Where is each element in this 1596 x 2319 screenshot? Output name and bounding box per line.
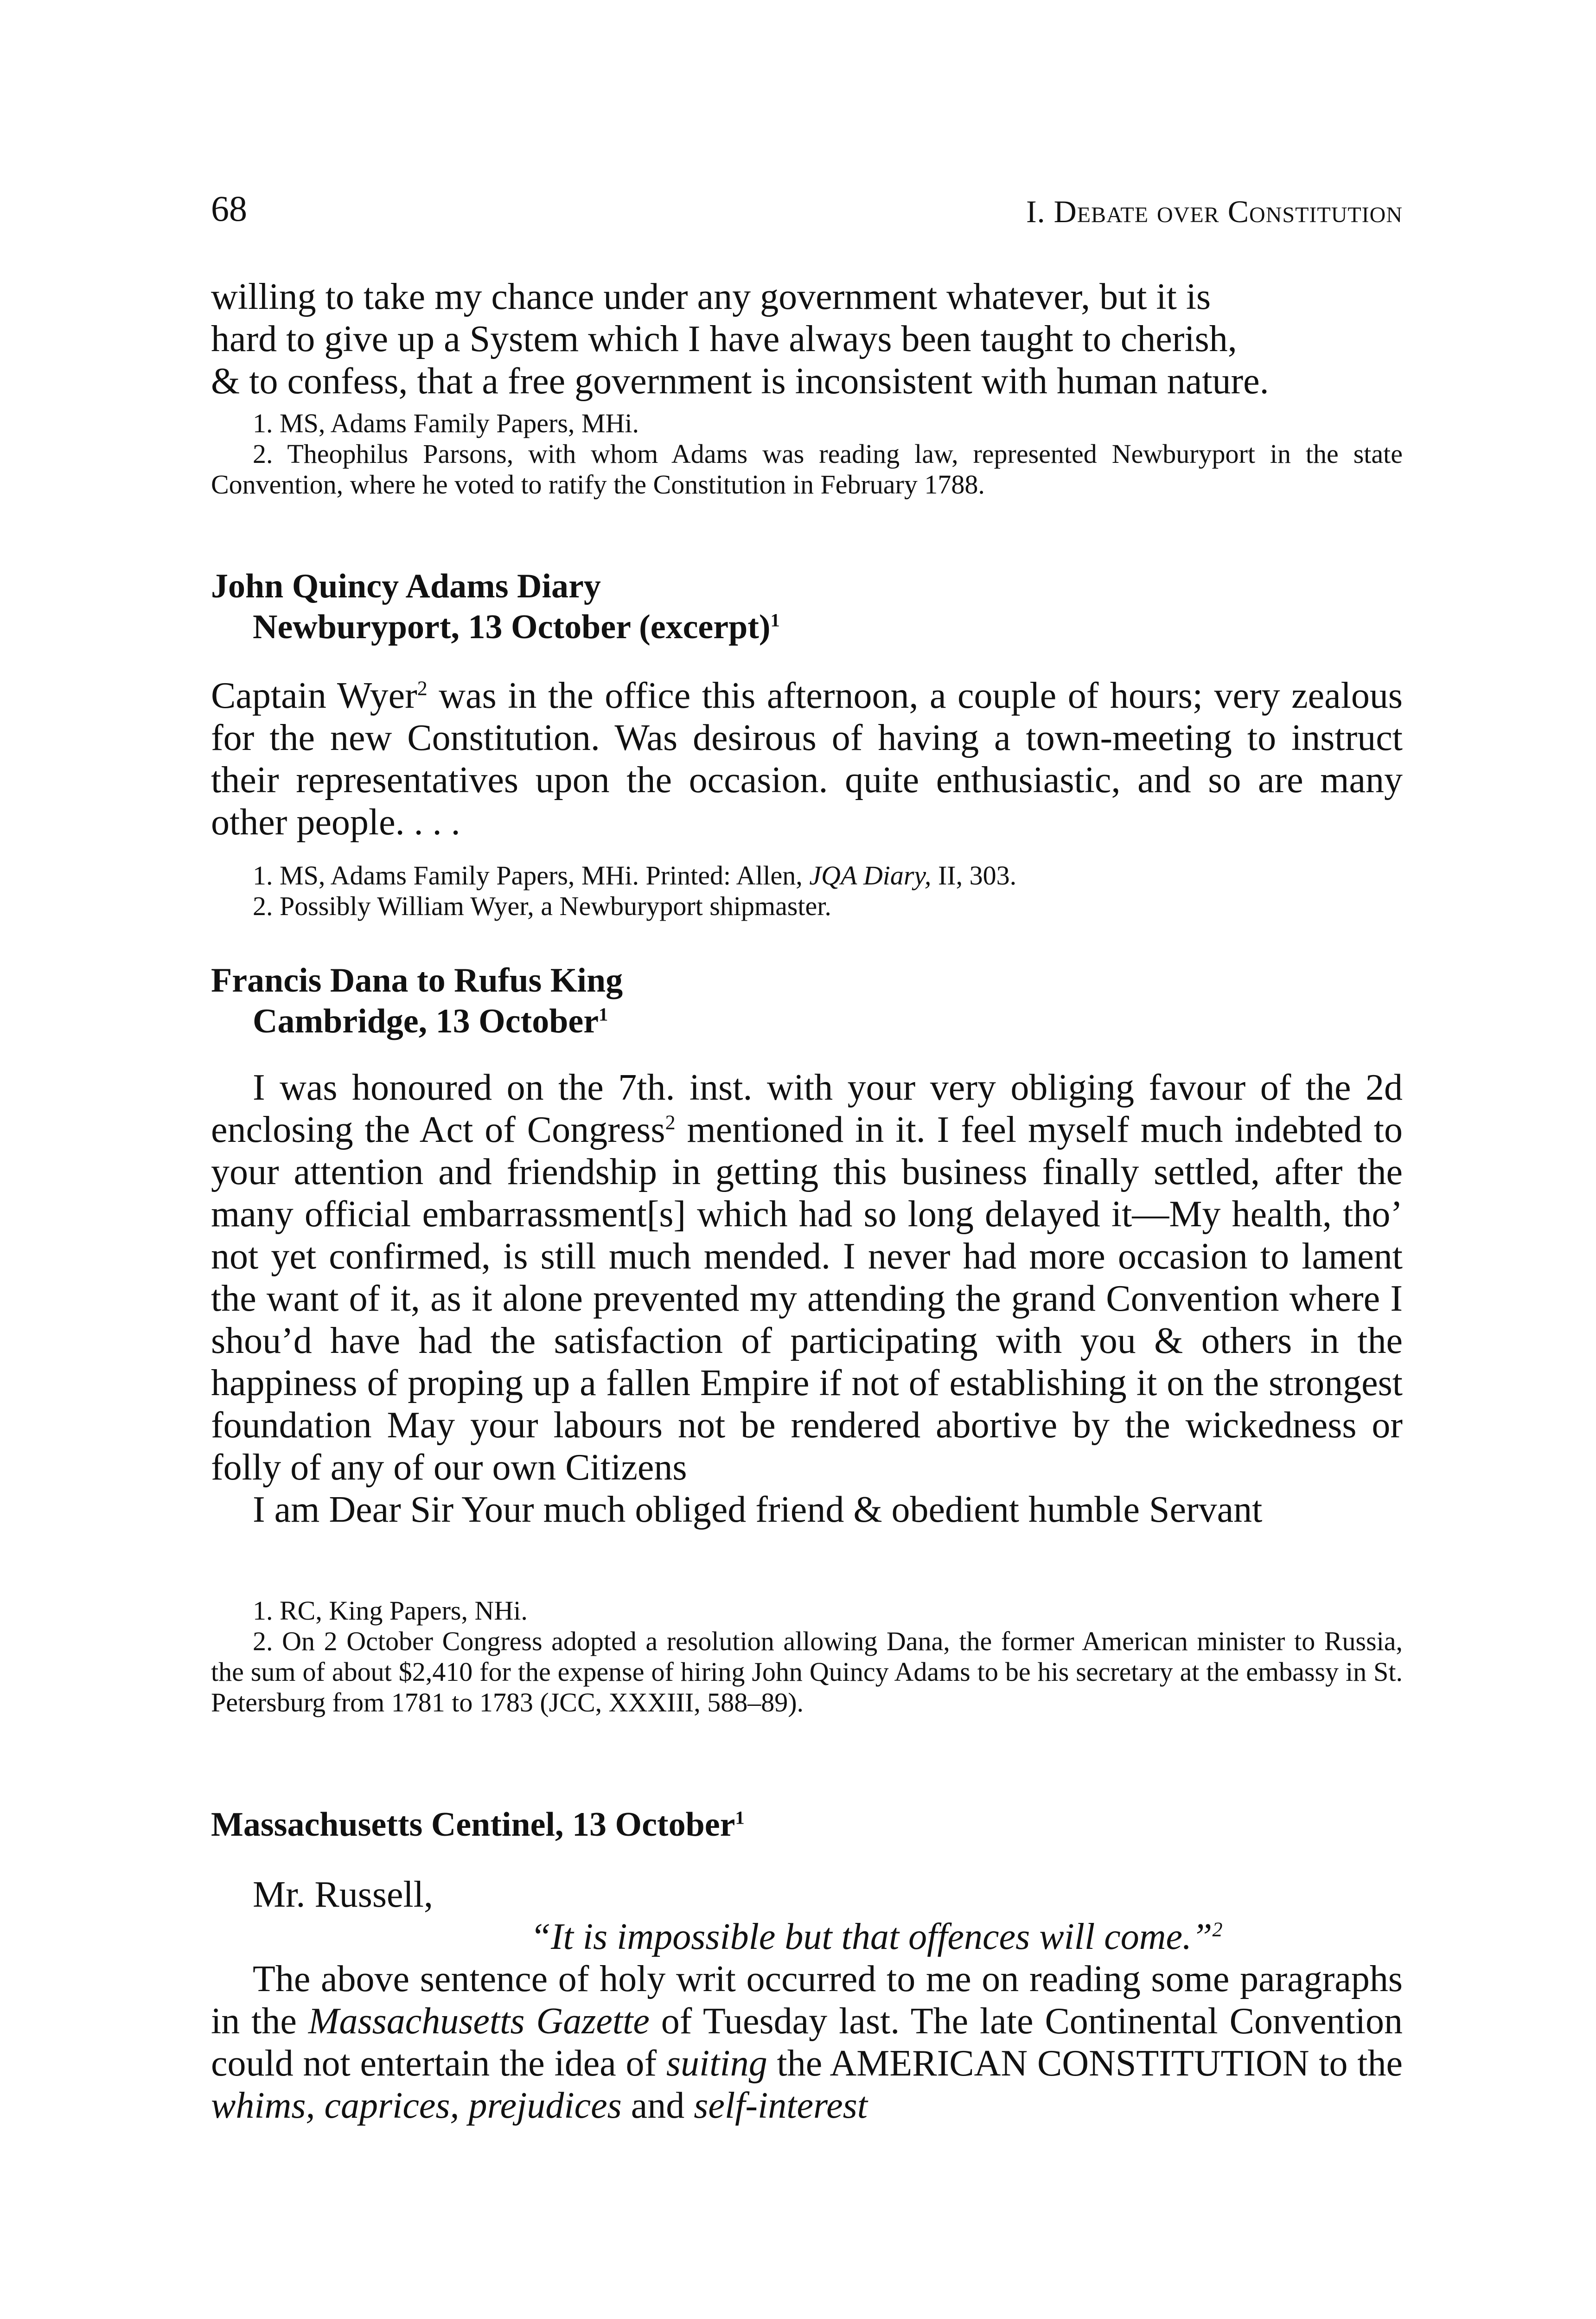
dana-letter-text	[211, 1067, 1403, 1531]
opening-line-3: & to confess, that a free government is inconsistent with human nature.	[211, 361, 1269, 402]
footnote-mark: 2	[665, 1111, 676, 1134]
opening-line-1: willing to take my chance under any government whatever, but it is	[211, 276, 1211, 317]
adams-diary-heading	[211, 566, 1403, 647]
opening-passage	[211, 276, 1403, 403]
dana-letter-notes	[211, 1595, 1403, 1718]
heading-line-1: Francis Dana to Rufus King	[211, 961, 623, 999]
footnote-mark: 2	[417, 677, 428, 700]
letter-paragraph: I was honoured on the 7th. inst. with your very obliging favour of the 2d enclosing the Act of Congress$^2$ mentioned in it. I feel myself much indebted to your attention and friendship in getting this business finally settled, after the many official embarrassment[s] which had so long delayed it—My health, tho’ not yet confirmed, is still much mended. I never had more occasion to lament the want of it, as it alone prevented my attending the grand Convention where I shou’d have had the satisfaction of participating with you & others in the happiness of proping up a fallen Empire if not of establishing it on the strongest foundation May your labours not be rendered abortive by the wickedness or folly of any of our own Citizens	[211, 1067, 1403, 1488]
adams-diary-text	[211, 675, 1403, 844]
page-number: 68	[211, 188, 247, 229]
opening-notes	[211, 408, 1403, 500]
footnote-2: 2. On 2 October Congress adopted a resolution allowing Dana, the former American minister to Russia, the sum of about $2,410 for the expense of hiring John Quincy Adams to be his secretary at the embassy in St. Petersburg from 1781 to 1783 (JCC, XXXIII, 588–89).	[211, 1626, 1403, 1717]
centinel-text	[211, 1874, 1403, 2127]
diary-paragraph: Captain Wyer$^2$ was in the office this afternoon, a couple of hours; very zealous for the new Constitution. Was desirous of having a town-meeting to instruct their representatives upon the occasion. quite enthusiastic, and so are many other people. . . .	[211, 675, 1403, 843]
heading-line-2: Cambridge, 13 October	[253, 1002, 599, 1040]
dana-letter-heading	[211, 960, 1403, 1042]
opening-text	[211, 276, 1403, 403]
document-heading	[211, 960, 1403, 1042]
opening-note-2: 2. Theophilus Parsons, with whom Adams was reading law, represented Newburyport in the state Convention, where he voted to ratify the Constitution in February 1788.	[211, 439, 1403, 500]
heading-line-2: Newburyport, 13 October (excerpt)	[253, 608, 771, 646]
footnote-1: 1. RC, King Papers, NHi.	[253, 1595, 528, 1626]
running-head	[211, 188, 1403, 230]
document-heading: Massachusetts Centinel, 13 October$^1$	[211, 1806, 745, 1844]
scripture-quote: “It is impossible but that offences will come.”$^2$	[530, 1916, 1223, 1957]
document-heading	[211, 566, 1403, 647]
footnote-mark: 1	[735, 1807, 745, 1828]
footnote-mark: 1	[770, 609, 780, 631]
footnote-mark: 2	[1212, 1918, 1223, 1941]
opening-line-2: hard to give up a System which I have always been taught to cherish,	[211, 319, 1237, 359]
footnote-1: 1. MS, Adams Family Papers, MHi. Printed: Allen, JQA Diary, II, 303.	[253, 860, 1017, 890]
letter-closing: I am Dear Sir Your much obliged friend & obedient humble Servant	[253, 1489, 1263, 1530]
adams-diary-notes	[211, 860, 1403, 922]
salutation: Mr. Russell,	[253, 1874, 433, 1915]
centinel-paragraph: The above sentence of holy writ occurred to me on reading some paragraphs in the Massachusetts Gazette of Tuesday last. The late Continental Convention could not entertain the idea of suiting the AMERICAN CONSTITUTION to the whims, caprices, prejudices and self-interest	[211, 1959, 1403, 2126]
footnote-mark: 1	[599, 1004, 608, 1025]
centinel-heading	[211, 1804, 1403, 1845]
section-title: I. Debate over Constitution	[1026, 194, 1403, 229]
footnote-2: 2. Possibly William Wyer, a Newburyport shipmaster.	[253, 891, 831, 921]
opening-note-1: 1. MS, Adams Family Papers, MHi.	[253, 408, 639, 438]
heading-line-1: John Quincy Adams Diary	[211, 567, 601, 605]
